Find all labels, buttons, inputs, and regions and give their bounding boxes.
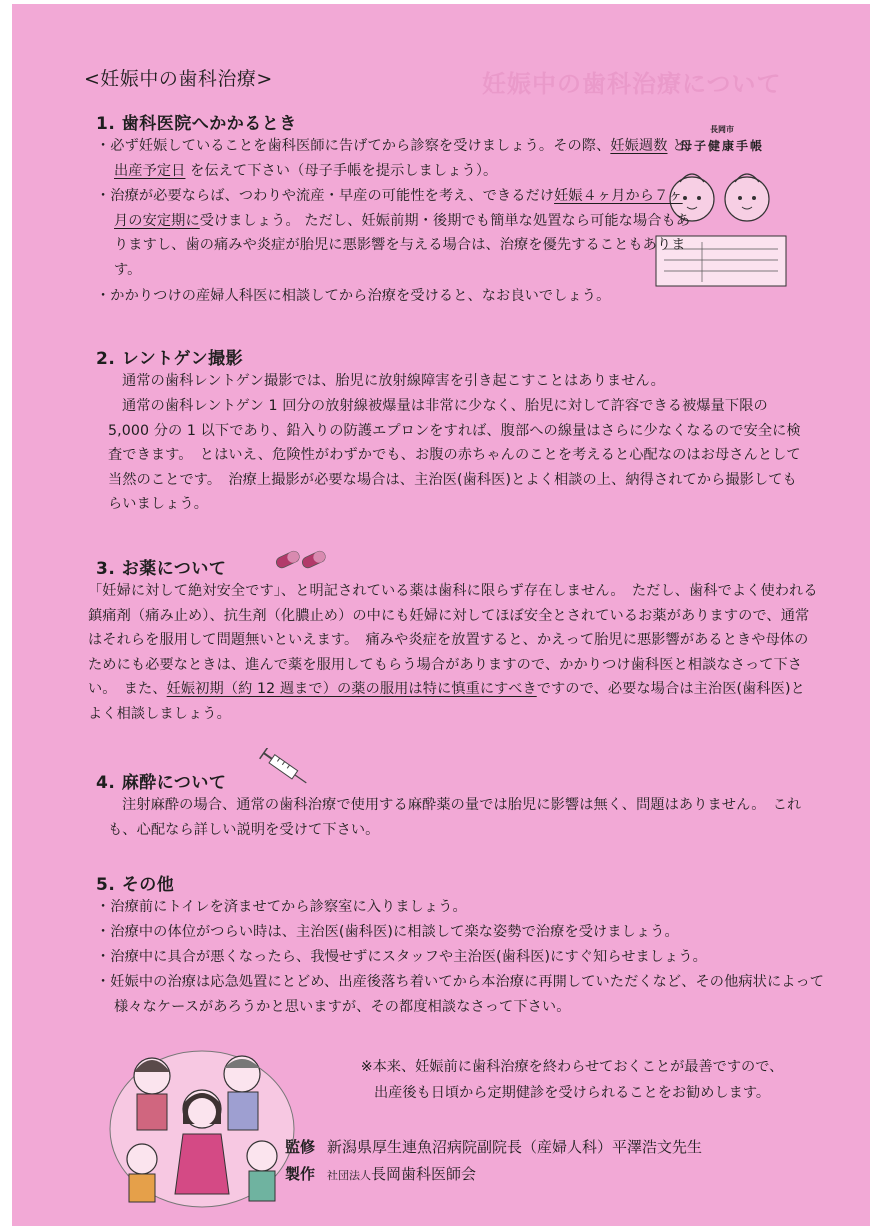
section-5-item-1: ・治療前にトイレを済ませてから診察室に入りましょう。 (96, 899, 467, 915)
closing-note-line-2: 出産後も日頃から定期健診を受けられることをお勧めします。 (373, 1085, 771, 1101)
section-4-heading: 4. 麻酔について (96, 773, 227, 793)
supervisor-name: 新潟県厚生連魚沼病院副院長（産婦人科）平澤浩文先生 (327, 1138, 703, 1156)
section-1-item-2: ・治療が必要ならば、つわりや流産・早産の可能性を考え、できるだけ妊娠４ヶ月から７ヶ月の安定期に受けましょう。 ただし、妊娠前期・後期でも簡単な処置なら可能な場合もありますし、歯の痛みや炎症が胎児に悪影響を与える場合は、治療を優先することもあります。 (96, 188, 691, 278)
section-2-paragraph-2: 通常の歯科レントゲン 1 回分の放射線被爆量は非常に少なく、胎児に対して許容できる被爆量下限の 5,000 分の 1 以下であり、鉛入りの防護エプロンをすれば、腹部への線量はさらに少なくなるので安全に検査できます。 とはいえ、危険性がわずかでも、お腹の赤ちゃんのことを考えると心配なのはお母さんとして当然のことです。 治療上撮影が必要な場合は、主治医(歯科医)とよく相談の上、納得されてから撮影してもらいましょう。 (108, 398, 801, 513)
section-3-paragraph: 「妊婦に対して絶対安全です」、と明記されている薬は歯科に限らず存在しません。 ただし、歯科でよく使われる鎮痛剤（痛み止め）、抗生剤（化膿止め）の中にも妊婦に対してほぼ安全とされているお薬がありますので、通常はそれらを服用して問題無いといえます。 痛みや炎症を放置すると、かえって胎児に悪影響があるときや母体のためにも必要なときは、進んで薬を服用してもらう場合がありますので、かかりつけ歯科医と相談なさって下さい。 また、妊娠初期（約 12 週まで）の薬の服用は特に慎重にすべきですので、必要な場合は主治医(歯科医)とよく相談しましょう。 (88, 583, 818, 722)
bleed-through-title: 妊娠中の歯科治療について (482, 70, 782, 98)
section-5-item-4: ・妊娠中の治療は応急処置にとどめ、出産後落ち着いてから本治療に再開していただくなど、その他病状によって様々なケースがあろうかと思いますが、その都度相談なさって下さい。 (96, 974, 825, 1015)
gestational-weeks: 妊娠週数 (610, 138, 668, 154)
family-illustration (107, 1034, 297, 1209)
section-5-heading: 5. その他 (96, 875, 175, 895)
supervisor-label: 監修 (285, 1138, 316, 1156)
section-1-item-3: ・かかりつけの産婦人科医に相談してから治療を受けると、なお良いでしょう。 (96, 288, 611, 304)
syringe-icon (255, 748, 315, 788)
section-5-item-2: ・治療中の体位がつらい時は、主治医(歯科医)に相談して楽な姿勢で治療を受けましょう。 (96, 924, 679, 940)
section-2-paragraph-1: 通常の歯科レントゲン撮影では、胎児に放射線障害を引き起こすことはありません。 (122, 373, 665, 389)
stable-period: 妊娠４ヶ月から７ヶ月の安定期に (114, 188, 683, 229)
early-pregnancy-caution: 妊娠初期（約 12 週まで）の薬の服用は特に慎重にすべき (166, 681, 537, 698)
flyer-content (12, 4, 870, 1226)
credits (285, 1134, 702, 1189)
booklet-name: 母子健康手帳 (679, 139, 764, 153)
section-5-item-3: ・治療中に具合が悪くなったら、我慢せずにスタッフや主治医(歯科医)にすぐ知らせましょう。 (96, 949, 707, 965)
supervisor-row (285, 1134, 702, 1161)
section-1-item-1: ・必ず妊娠していることを歯科医師に告げてから診察を受けましょう。その際、妊娠週数 と 出産予定日 を伝えて下さい（母子手帳を提示しましょう）。 (96, 138, 687, 179)
closing-note-line-1: ※本来、妊娠前に歯科治療を終わらせておくことが最善ですので、 (360, 1059, 784, 1075)
pink-flyer-page (12, 4, 870, 1226)
producer-label: 製作 (285, 1165, 316, 1183)
producer-prefix: 社団法人 (327, 1169, 372, 1182)
section-3-heading: 3. お薬について (96, 559, 227, 579)
section-2-heading: 2. レントゲン撮影 (96, 349, 244, 369)
page-title: <妊娠中の歯科治療> (84, 68, 273, 90)
section-1-heading: 1. 歯科医院へかかるとき (96, 114, 297, 134)
producer-name: 長岡歯科医師会 (371, 1165, 477, 1183)
section-4-paragraph: 注射麻酔の場合、通常の歯科治療で使用する麻酔薬の量では胎児に影響は無く、問題はありません。 これも、心配なら詳しい説明を受けて下さい。 (108, 797, 802, 838)
producer-row (285, 1161, 702, 1189)
due-date: 出産予定日 (114, 162, 186, 179)
booklet-city: 長岡市 (710, 125, 734, 134)
capsule-pills-icon (274, 548, 330, 572)
closing-note (312, 1054, 832, 1106)
